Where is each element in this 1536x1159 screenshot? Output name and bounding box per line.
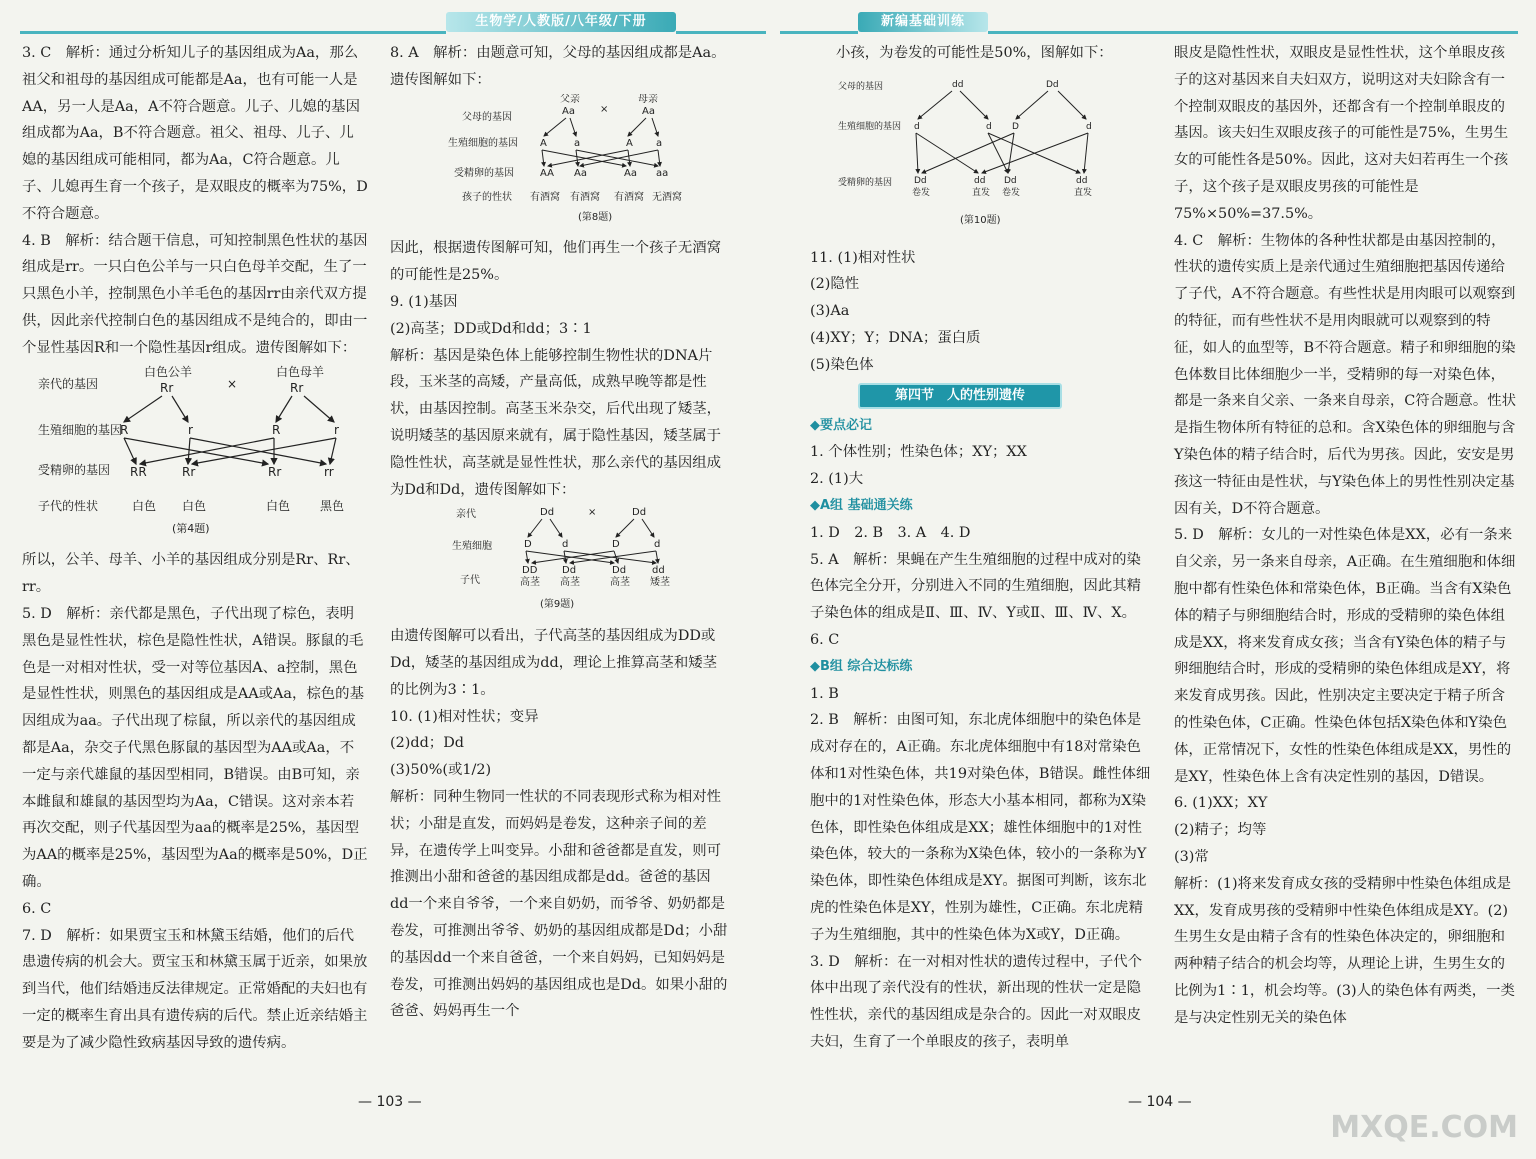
answer-paragraph: 解析：(1)将来发育成女孩的受精卵中性染色体组成是XX，发育成男孩的受精卵中性染色体组成是XY。(2)生男生女是由精子含有的性染色体决定的，卵细胞和两种精子结合的机会均等，从理论上讲，生男生女的比例为1∶1，机会均等。(3)人的染色体有两类，一类是与决定性别无关的染色体 xyxy=(1174,875,1515,1026)
gamete: d xyxy=(914,121,920,132)
gamete: D xyxy=(524,539,532,551)
answer-paragraph: 由遗传图解可以看出，子代高茎的基因组成为DD或Dd，矮茎的基因组成为dd，理论上推算高茎和矮茎的比例为3∶1。 xyxy=(390,628,717,698)
answer-paragraph: (3)常 xyxy=(1174,848,1209,865)
gamete: a xyxy=(574,137,581,149)
zygote: Dd xyxy=(562,565,577,577)
subsection-label: ◆要点必记 xyxy=(810,417,872,433)
row-label: 受精卵的基因 xyxy=(38,462,111,477)
row-label: 生殖细胞的基因 xyxy=(838,121,902,132)
row-label: 父母的基因 xyxy=(462,111,512,123)
column-1 xyxy=(22,40,368,1057)
header-rule-left-2 xyxy=(676,31,766,34)
zygote: Rr xyxy=(182,464,196,479)
running-header-left: 生物学/人教版/八年级/下册 xyxy=(446,12,676,32)
row-label: 亲代的基因 xyxy=(38,376,99,391)
answer-list xyxy=(810,40,1154,67)
parent-gene: dd xyxy=(952,79,964,90)
trait: 高茎 xyxy=(610,577,630,589)
answer-paragraph: 6. C xyxy=(22,900,52,917)
answer-paragraph: 5. A 解析：果蝇在产生生殖细胞的过程中成对的染色体完全分开，分别进入不同的生殖细胞，因此其精子染色体的组成是Ⅱ、Ⅲ、Ⅳ、Y或Ⅱ、Ⅲ、Ⅳ、X。 xyxy=(810,551,1141,622)
row-label: 受精卵的基因 xyxy=(838,177,893,188)
gamete: D xyxy=(1012,121,1019,132)
cross-symbol: × xyxy=(588,507,597,519)
answer-paragraph: 眼皮是隐性性状，双眼皮是显性性状，这个单眼皮孩子的这对基因来自夫妇双方，说明这对夫妇除含有一个控制双眼皮的基因外，还都含有一个控制单眼皮的基因。该夫妇生双眼皮孩子的可能性是75%，生男生女的可能性各是50%。因此，这对夫妇若再生一个孩子，这个孩子是双眼皮男孩的可能性是75%×50%=37.5%。 xyxy=(1174,45,1509,222)
gamete: R xyxy=(120,422,129,437)
trait: 黑色 xyxy=(320,498,345,513)
answer-list xyxy=(810,245,1154,379)
gamete: r xyxy=(188,422,193,437)
zygote: Aa xyxy=(574,167,587,179)
answer-paragraph: (3)Aa xyxy=(810,303,850,320)
answer-paragraph: 4. C 解析：生物体的各种性状都是由基因控制的，性状的遗传实质上是亲代通过生殖细胞把基因传递给了子代，A不符合题意。有些性状是用肉眼可以观察到的特征，而有些性状不是用肉眼就可以观察到的特征，如人的血型等，B不符合题意。精子和卵细胞的染色体数目比体细胞少一半，受精卵的每一对染色体，都是一条来自父亲、一条来自母亲，C符合题意。性状是指生物体所有特征的总和。含X染色体的卵细胞与含Y染色体的精子结合时，后代为男孩。因此，安安是男孩这一特征由是性状，与Y染色体上的男性性别决定基因有关，D不符合题意。 xyxy=(1174,232,1516,517)
gamete: d xyxy=(986,121,992,132)
section-title-banner: 第四节 人的性别遗传 xyxy=(858,383,1062,409)
answer-paragraph: 1. B xyxy=(810,685,839,702)
zygote: DD xyxy=(522,565,538,577)
gamete: A xyxy=(540,137,547,149)
zygote: dd xyxy=(652,565,665,577)
header-rule-right xyxy=(780,31,858,34)
figure-caption: (第4题) xyxy=(172,521,210,535)
parent-label: 父亲 xyxy=(560,93,580,105)
page-number-right: — 104 — xyxy=(1128,1094,1192,1110)
answer-paragraph: (2)隐性 xyxy=(810,276,860,293)
row-label: 生殖细胞的基因 xyxy=(38,422,123,437)
subsection-label: ◆A组 基础通关练 xyxy=(810,497,913,513)
zygote: RR xyxy=(130,464,147,479)
trait: 高茎 xyxy=(520,577,540,589)
answer-paragraph: (2)高茎；DD或Dd和dd；3∶1 xyxy=(390,320,592,337)
answer-paragraph: 10. (1)相对性状；变异 xyxy=(390,708,539,725)
trait: 白色 xyxy=(266,498,291,513)
zygote: dd xyxy=(974,175,986,186)
row-label: 子代的性状 xyxy=(38,498,99,513)
figure-q9-genetic-diagram xyxy=(390,503,728,613)
watermark: MXQE.COM xyxy=(1330,1110,1518,1145)
answer-list xyxy=(810,681,1154,1056)
column-2 xyxy=(390,40,728,1025)
zygote: AA xyxy=(540,167,554,179)
trait: 高茎 xyxy=(560,577,580,589)
answer-paragraph: (4)XY；Y；DNA；蛋白质 xyxy=(810,329,981,346)
gamete: R xyxy=(272,422,281,437)
zygote: dd xyxy=(1076,175,1088,186)
answer-paragraph: 4. B 解析：结合题干信息，可知控制黑色性状的基因组成是rr。一只白色公羊与一只白色母羊交配，生了一只黑色小羊，控制黑色小羊毛色的基因rr由亲代双方提供，因此亲代控制白色的基因组成不是纯合的，即由一个显性基因R和一个隐性基因r组成。遗传图解如下： xyxy=(22,232,368,356)
gamete: d xyxy=(562,539,569,551)
zygote: Aa xyxy=(624,167,637,179)
answer-paragraph: 6. (1)XX；XY xyxy=(1174,795,1268,812)
cross-symbol: × xyxy=(227,376,238,391)
column-4 xyxy=(1174,40,1518,1031)
parent-gene: Dd xyxy=(540,507,555,519)
figure-caption: (第9题) xyxy=(540,599,575,611)
gamete: r xyxy=(334,422,339,437)
header-rule-right-2 xyxy=(988,31,1518,34)
answer-paragraph: (2)dd；Dd xyxy=(390,735,464,752)
answer-paragraph: 因此，根据遗传图解可知，他们再生一个孩子无酒窝的可能性是25%。 xyxy=(390,240,721,284)
trait: 白色 xyxy=(182,498,207,513)
answer-list xyxy=(22,40,368,362)
answer-paragraph: 1. 个体性别；性染色体；XY；XX xyxy=(810,444,1027,461)
trait: 白色 xyxy=(132,498,157,513)
trait: 无酒窝 xyxy=(652,191,682,203)
zygote: Dd xyxy=(1004,175,1017,186)
answer-paragraph: 5. D 解析：亲代都是黑色，子代出现了棕色，表明黑色是显性性状，棕色是隐性性状，A错误。豚鼠的毛色是一对相对性状，受一对等位基因A、a控制，黑色是显性性状，则黑色的基因组成是AA或Aa，棕色的基因组成为aa。子代出现了棕鼠，所以亲代的基因组成都是Aa，杂交子代黑色豚鼠的基因型为AA或Aa，不一定与亲代雄鼠的基因型相同，B错误。由B可知，亲本雌鼠和雄鼠的基因型均为Aa，C错误。这对亲本若再次交配，则子代基因型为aa的概率是25%，基因型为AA的概率是25%，基因型为Aa的概率是50%，D正确。 xyxy=(22,605,368,890)
answer-paragraph: 小孩，为卷发的可能性是50%，图解如下： xyxy=(836,45,1113,61)
answer-list xyxy=(390,235,728,503)
answer-list xyxy=(810,520,1154,654)
trait: 卷发 xyxy=(1002,187,1021,198)
figure-q8-genetic-diagram xyxy=(390,94,728,226)
trait: 有酒窝 xyxy=(614,191,644,203)
column-3 xyxy=(810,40,1154,1056)
zygote: Dd xyxy=(612,565,627,577)
gamete: d xyxy=(1086,121,1092,132)
gamete: d xyxy=(654,539,661,551)
parent-gene: Rr xyxy=(160,380,174,395)
answer-paragraph: 6. C xyxy=(810,631,840,648)
answer-paragraph: (3)50%(或1/2) xyxy=(390,762,492,779)
answer-paragraph: 解析：基因是染色体上能够控制生物性状的DNA片段，玉米茎的高矮，产量高低，成熟早晚等都是性状，由基因控制。高茎玉米杂交，后代出现了矮茎，说明矮茎的基因原来就有，属于隐性基因，矮茎属于隐性性状，高茎就是显性性状，那么亲代的基因组成为Dd和Dd，遗传图解如下： xyxy=(390,347,721,498)
gamete: A xyxy=(626,137,633,149)
answer-list xyxy=(390,40,728,94)
zygote: Dd xyxy=(914,175,927,186)
answer-paragraph: 9. (1)基因 xyxy=(390,293,458,310)
answer-paragraph: 2. (1)大 xyxy=(810,471,864,488)
header-rule-left xyxy=(20,31,446,34)
answer-paragraph: (2)精子；均等 xyxy=(1174,822,1267,839)
answer-list xyxy=(1174,40,1518,1031)
answer-paragraph: 1. D 2. B 3. A 4. D xyxy=(810,524,971,541)
parent-gene: Dd xyxy=(632,507,647,519)
gamete: a xyxy=(656,137,663,149)
answer-list xyxy=(22,547,368,1056)
cross-symbol: × xyxy=(600,103,609,115)
row-label: 受精卵的基因 xyxy=(454,167,514,179)
answer-paragraph: 7. D 解析：如果贾宝玉和林黛玉结婚，他们的后代患遗传病的机会大。贾宝玉和林黛玉属于近亲，如果放到当代，他们结婚违反法律规定。正常婚配的夫妇也有一定的概率生育出具有遗传病的后代。禁止近亲结婚主要是为了减少隐性致病基因导致的遗传病。 xyxy=(22,927,368,1051)
subsection-label: ◆B组 综合达标练 xyxy=(810,658,913,674)
row-label: 父母的基因 xyxy=(838,81,884,92)
answer-list xyxy=(390,623,728,1025)
figure-caption: (第10题) xyxy=(960,214,1001,226)
zygote: Rr xyxy=(268,464,282,479)
trait: 矮茎 xyxy=(650,577,670,589)
parent-gene: Rr xyxy=(290,380,304,395)
parent-label: 母亲 xyxy=(638,93,658,105)
answer-paragraph: (5)染色体 xyxy=(810,356,874,373)
row-label: 子代 xyxy=(460,575,480,587)
row-label: 生殖细胞的基因 xyxy=(448,137,518,149)
parent-gene: Aa xyxy=(642,105,655,117)
parent-gene: Dd xyxy=(1046,79,1059,90)
answer-paragraph: 解析：同种生物同一性状的不同表现形式称为相对性状；小甜是直发，而妈妈是卷发，这种亲子间的差异，在遗传学上叫变异。小甜和爸爸都是直发，则可推测出小甜和爸爸的基因组成都是dd。爸爸的基因dd一个来自爷爷，一个来自奶奶，而爷爷、奶奶都是卷发，可推测出爷爷、奶奶的基因组成都是Dd；小甜的基因dd一个来自爸爸，一个来自妈妈，已知妈妈是卷发，可推测出妈妈的基因组成也是Dd。如果小甜的爸爸、妈妈再生一个 xyxy=(390,788,728,1020)
trait: 卷发 xyxy=(912,187,931,198)
figure-caption: (第8题) xyxy=(578,211,613,223)
answer-paragraph: 所以，公羊、母羊、小羊的基因组成分别是Rr、Rr、rr。 xyxy=(22,552,360,596)
trait: 有酒窝 xyxy=(530,191,560,203)
answer-paragraph: 3. C 解析：通过分析知儿子的基因组成为Aa，那么祖父和祖母的基因组成可能都是Aa，也有可能一人是AA，另一人是Aa，A不符合题意。儿子、儿媳的基因组成都为Aa，B不符合题意。祖父、祖母、儿子、儿媳的基因组成可能相同，都为Aa，C符合题意。儿子、儿媳再生育一个孩子，是双眼皮的概率为75%，D不符合题意。 xyxy=(22,45,368,222)
answer-paragraph: 11. (1)相对性状 xyxy=(810,249,916,266)
trait: 直发 xyxy=(972,187,991,198)
answer-paragraph: 2. B 解析：由图可知，东北虎体细胞中的染色体是成对存在的，A正确。东北虎体细胞中有18对常染色体和1对性染色体，共19对染色体，B错误。雌性体细胞中的1对性染色体，形态大小基本相同，都称为X染色体，即性染色体组成是XX；雄性体细胞中的1对性染色体，较大的一条称为X染色体，较小的一条称为Y染色体，即性染色体组成是XY。据图可判断，该东北虎的性染色体是XY，性别为雄性，C正确。东北虎精子为生殖细胞，其中的性染色体为X或Y，D正确。 xyxy=(810,712,1151,943)
figure-q4-genetic-diagram xyxy=(22,362,368,538)
trait: 直发 xyxy=(1074,187,1093,198)
row-label: 孩子的性状 xyxy=(462,191,512,203)
row-label: 生殖细胞 xyxy=(452,541,492,553)
page-number-left: — 103 — xyxy=(358,1094,422,1110)
parent-label: 白色公羊 xyxy=(144,364,193,379)
zygote: aa xyxy=(656,167,669,179)
parent-label: 白色母羊 xyxy=(276,364,325,379)
row-label: 亲代 xyxy=(456,509,476,521)
parent-gene: Aa xyxy=(562,105,575,117)
figure-q10-genetic-diagram xyxy=(810,67,1154,235)
answer-list xyxy=(810,439,1154,493)
gamete: D xyxy=(612,539,620,551)
zygote: rr xyxy=(324,464,334,479)
answer-paragraph: 5. D 解析：女儿的一对性染色体是XX，必有一条来自父亲，另一条来自母亲，A正确。在生殖细胞和体细胞中都有性染色体和常染色体，B正确。当含有X染色体的精子与卵细胞结合时，形成的受精卵的染色体组成是XX，将来发育成女孩；当含有Y染色体的精子与卵细胞结合时，形成的受精卵的染色体组成是XY，将来发育成男孩。因此，性别决定主要决定于精子所含的性染色体，C正确。性染色体包括X染色体和Y染色体，正常情况下，女性的性染色体组成是XX，男性的是XY，性染色体上含有决定性别的基因，D错误。 xyxy=(1174,527,1516,785)
running-header-right: 新编基础训练 xyxy=(858,12,988,32)
answer-paragraph: 8. A 解析：由题意可知，父母的基因组成都是Aa。遗传图解如下： xyxy=(390,45,726,88)
trait: 有酒窝 xyxy=(570,191,600,203)
answer-paragraph: 3. D 解析：在一对相对性状的遗传过程中，子代个体中出现了亲代没有的性状，新出现的性状一定是隐性性状，亲代的基因组成是杂合的。因此一对双眼皮夫妇，生育了一个单眼皮的孩子，表明单 xyxy=(810,953,1143,1050)
